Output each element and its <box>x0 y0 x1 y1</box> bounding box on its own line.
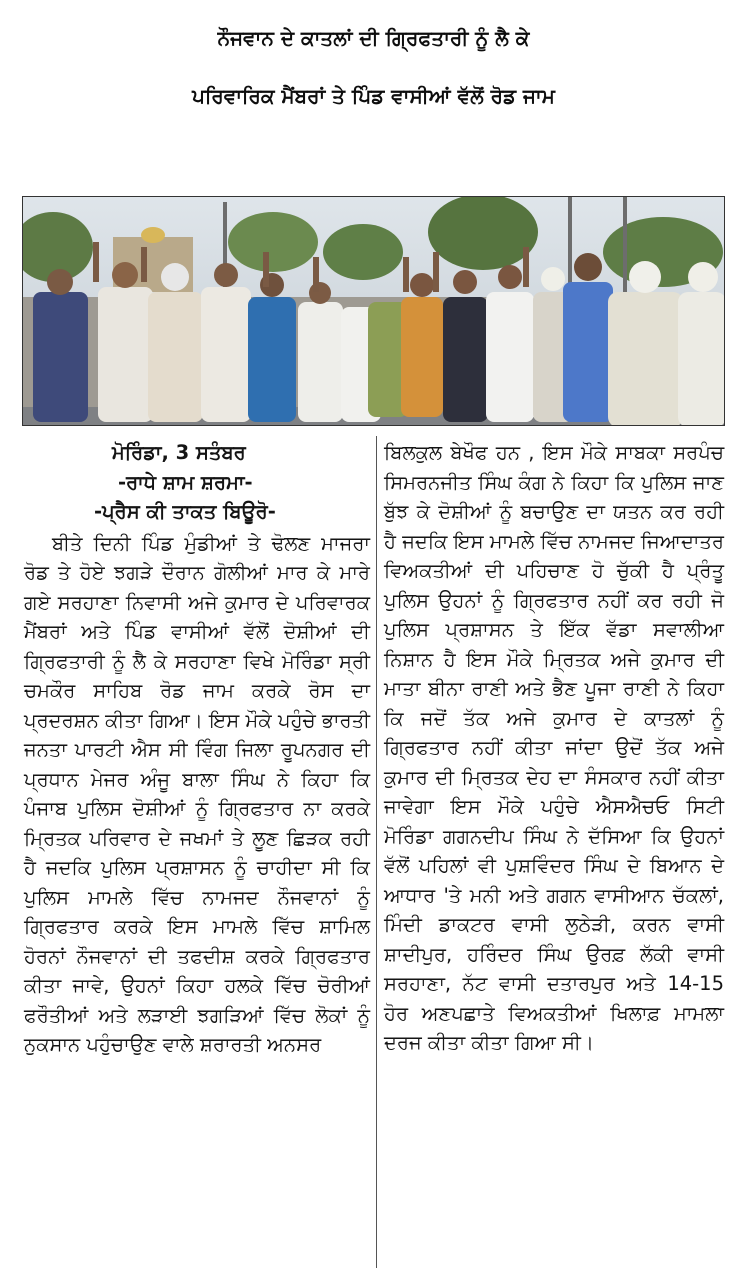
article-column-right <box>384 438 724 1058</box>
byline: -ਰਾਧੇ ਸ਼ਾਮ ਸ਼ਰਮਾ- <box>118 470 253 494</box>
headline-line-1: ਨੌਜਵਾਨ ਦੇ ਕਾਤਲਾਂ ਦੀ ਗ੍ਰਿਫਤਾਰੀ ਨੂੰ ਲੈ ਕੇ <box>217 26 530 50</box>
protest-photo-illustration <box>23 197 725 426</box>
dateline: ਮੋਰਿੰਡਾ, 3 ਸਤੰਬਰ <box>112 441 246 464</box>
article-body-left: ਬੀਤੇ ਦਿਨੀ ਪਿੰਡ ਮੁੰਡੀਆਂ ਤੇ ਢੋਲਣ ਮਾਜਰਾ ਰੋਡ ਤੇ ਹੋਏ ਝਗੜੇ ਦੌਰਾਨ ਗੋਲੀਆਂ ਮਾਰ ਕੇ ਮਾਰੇ ਗਏ ਸਰਹਾਣਾ ਨਿਵਾਸੀ ਅਜੇ ਕੁਮਾਰ ਦੇ ਪਰਿਵਾਰਕ ਮੈਂਬਰਾਂ ਅਤੇ ਪਿੰਡ ਵਾਸੀਆਂ ਵੱਲੋਂ ਦੋਸ਼ੀਆਂ ਦੀ ਗ੍ਰਿਫਤਾਰੀ ਨੂੰ ਲੈ ਕੇ ਸਰਹਾਣਾ ਵਿਖੇ ਮੋਰਿੰਡਾ ਸ੍ਰੀ ਚਮਕੌਰ ਸਾਹਿਬ ਰੋਡ ਜਾਮ ਕਰਕੇ ਰੋਸ ਦਾ ਪ੍ਰਦਰਸ਼ਨ ਕੀਤਾ ਗਿਆ। ਇਸ ਮੌਕੇ ਪਹੁੰਚੇ ਭਾਰਤੀ ਜਨਤਾ ਪਾਰਟੀ ਐਸ ਸੀ ਵਿੰਗ ਜਿਲਾ ਰੂਪਨਗਰ ਦੀ ਪ੍ਰਧਾਨ ਮੇਜਰ ਅੰਜੂ ਬਾਲਾ ਸਿੰਘ ਨੇ ਕਿਹਾ ਕਿ ਪੰਜਾਬ ਪੁਲਿਸ ਦੋਸ਼ੀਆਂ ਨੂੰ ਗ੍ਰਿਫਤਾਰ ਨਾ ਕਰਕੇ ਮ੍ਰਿਤਕ ਪਰਿਵਾਰ ਦੇ ਜਖਮਾਂ ਤੇ ਲੂਣ ਛਿੜਕ ਰਹੀ ਹੈ ਜਦਕਿ ਪੁਲਿਸ ਪ੍ਰਸ਼ਾਸਨ ਨੂੰ ਚਾਹੀਦਾ ਸੀ ਕਿ ਪੁਲਿਸ ਮਾਮਲੇ ਵਿੱਚ ਨਾਮਜਦ ਨੌਜਵਾਨਾਂ ਨੂੰ ਗ੍ਰਿਫਤਾਰ ਕਰਕੇ ਇਸ ਮਾਮਲੇ ਵਿੱਚ ਸ਼ਾਮਿਲ ਹੋਰਨਾਂ ਨੌਜਵਾਨਾਂ ਦੀ ਤਫਦੀਸ਼ ਕਰਕੇ ਗ੍ਰਿਫਤਾਰ ਕੀਤਾ ਜਾਵੇ, ਉਹਨਾਂ ਕਿਹਾ ਹਲਕੇ ਵਿੱਚ ਚੋਰੀਆਂ ਫਰੌਤੀਆਂ ਅਤੇ ਲੜਾਈ ਝਗੜਿਆਂ ਵਿੱਚ ਲੋਕਾਂ ਨੂੰ ਨੁਕਸਾਨ ਪਹੁੰਚਾਉਣ ਵਾਲੇ ਸ਼ਰਾਰਤੀ ਅਨਸਰ <box>24 531 370 1056</box>
article-body-right: ਬਿਲਕੁਲ ਬੇਖੌਫ ਹਨ , ਇਸ ਮੌਕੇ ਸਾਬਕਾ ਸਰਪੰਚ ਸਿਮਰਨਜੀਤ ਸਿੰਘ ਕੰਗ ਨੇ ਕਿਹਾ ਕਿ ਪੁਲਿਸ ਜਾਣ ਬੁੱਝ ਕੇ ਦੋਸ਼ੀਆਂ ਨੂੰ ਬਚਾਉਣ ਦਾ ਯਤਨ ਕਰ ਰਹੀ ਹੈ ਜਦਕਿ ਇਸ ਮਾਮਲੇ ਵਿੱਚ ਨਾਮਜਦ ਜਿਆਦਾਤਰ ਵਿਅਕਤੀਆਂ ਦੀ ਪਹਿਚਾਣ ਹੋ ਚੁੱਕੀ ਹੈ ਪ੍ਰੰਤੂ ਪੁਲਿਸ ਉਹਨਾਂ ਨੂੰ ਗ੍ਰਿਫਤਾਰ ਨਹੀਂ ਕਰ ਰਹੀ ਜੋ ਪੁਲਿਸ ਪ੍ਰਸ਼ਾਸਨ ਤੇ ਇੱਕ ਵੱਡਾ ਸਵਾਲੀਆ ਨਿਸ਼ਾਨ ਹੈ ਇਸ ਮੌਕੇ ਮ੍ਰਿਤਕ ਅਜੇ ਕੁਮਾਰ ਦੀ ਮਾਤਾ ਬੀਨਾ ਰਾਣੀ ਅਤੇ ਭੈਣ ਪੂਜਾ ਰਾਣੀ ਨੇ ਕਿਹਾ ਕਿ ਜਦੋਂ ਤੱਕ ਅਜੇ ਕੁਮਾਰ ਦੇ ਕਾਤਲਾਂ ਨੂੰ ਗ੍ਰਿਫਤਾਰ ਨਹੀਂ ਕੀਤਾ ਜਾਂਦਾ ਉਦੋਂ ਤੱਕ ਅਜੇ ਕੁਮਾਰ ਦੀ ਮ੍ਰਿਤਕ ਦੇਹ ਦਾ ਸੰਸਕਾਰ ਨਹੀਂ ਕੀਤਾ ਜਾਵੇਗਾ ਇਸ ਮੌਕੇ ਪਹੁੰਚੇ ਐਸਐਚਓ ਸਿਟੀ ਮੋਰਿੰਡਾ ਗਗਨਦੀਪ ਸਿੰਘ ਨੇ ਦੱਸਿਆ ਕਿ ਉਹਨਾਂ ਵੱਲੋਂ ਪਹਿਲਾਂ ਵੀ ਪੁਸ਼ਵਿੰਦਰ ਸਿੰਘ ਦੇ ਬਿਆਨ ਦੇ ਆਧਾਰ 'ਤੇ ਮਨੀ ਅਤੇ ਗਗਨ ਵਾਸੀਆਨ ਚੱਕਲਾਂ, ਮਿੰਦੀ ਡਾਕਟਰ ਵਾਸੀ ਲੁਠੇੜੀ, ਕਰਨ ਵਾਸੀ ਸ਼ਾਦੀਪੁਰ, ਹਰਿੰਦਰ ਸਿੰਘ ਉਰਫ਼ ਲੱਕੀ ਵਾਸੀ ਸਰਹਾਣਾ, ਨੱਟ ਵਾਸੀ ਦਤਾਰਪੁਰ ਅਤੇ 14-15 ਹੋਰ ਅਣਪਛਾਤੇ ਵਿਅਕਤੀਆਂ ਖਿਲਾਫ਼ ਮਾਮਲਾ ਦਰਜ ਕੀਤਾ ਕੀਤਾ ਗਿਆ ਸੀ। <box>384 441 724 1054</box>
news-photo <box>22 196 725 426</box>
headline-line-2: ਪਰਿਵਾਰਿਕ ਮੈਂਬਰਾਂ ਤੇ ਪਿੰਡ ਵਾਸੀਆਂ ਵੱਲੋਂ ਰੋਡ ਜਾਮ <box>192 84 555 108</box>
bureau-credit: -ਪ੍ਰੈਸ ਕੀ ਤਾਕਤ ਬਿਊਰੋ- <box>94 500 276 523</box>
article-column-left <box>24 438 370 1060</box>
headline <box>0 0 747 106</box>
column-divider <box>376 436 377 1268</box>
